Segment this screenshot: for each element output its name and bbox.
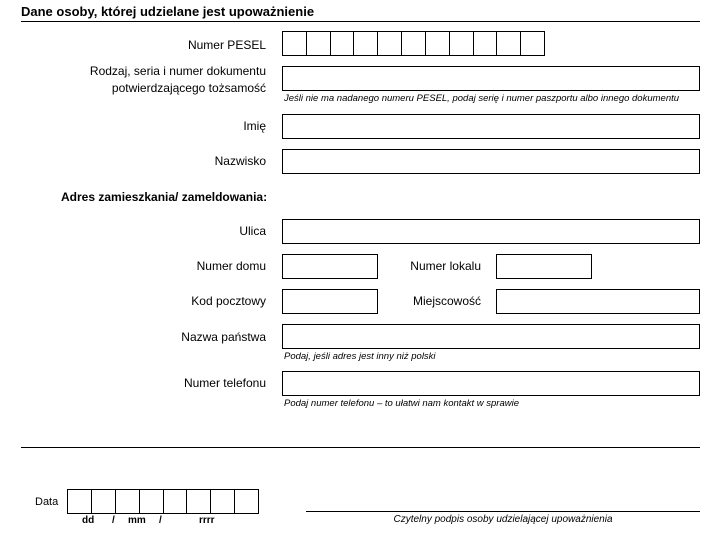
date-label: Data — [35, 496, 59, 508]
city-input[interactable] — [496, 289, 700, 314]
pesel-cell[interactable] — [307, 32, 331, 55]
city-label: Miejscowość — [412, 294, 481, 308]
pesel-cell[interactable] — [450, 32, 474, 55]
last-name-label: Nazwisko — [214, 154, 266, 168]
apartment-number-input[interactable] — [496, 254, 592, 279]
date-mm-label: mm — [128, 515, 146, 526]
house-number-input[interactable] — [282, 254, 378, 279]
signature-line[interactable] — [306, 511, 700, 512]
pesel-cell[interactable] — [331, 32, 355, 55]
date-cell[interactable] — [116, 490, 140, 513]
date-cell[interactable] — [211, 490, 235, 513]
pesel-cell[interactable] — [426, 32, 450, 55]
date-slash-1: / — [112, 515, 115, 526]
apartment-number-label: Numer lokalu — [410, 259, 481, 273]
pesel-input[interactable] — [282, 31, 545, 56]
first-name-input[interactable] — [282, 114, 700, 139]
document-hint: Jeśli nie ma nadanego numeru PESEL, podaj serię i numer paszportu albo innego dokumentu — [284, 93, 680, 104]
phone-label: Numer telefonu — [183, 376, 266, 390]
date-slash-2: / — [159, 515, 162, 526]
country-input[interactable] — [282, 324, 700, 349]
date-dd-label: dd — [82, 515, 95, 526]
last-name-input[interactable] — [282, 149, 700, 174]
pesel-cell[interactable] — [283, 32, 307, 55]
signature-caption: Czytelny podpis osoby udzielającej upoważnienia — [393, 514, 613, 525]
country-label: Nazwa państwa — [181, 330, 266, 344]
date-cell[interactable] — [92, 490, 116, 513]
street-label: Ulica — [239, 224, 266, 238]
pesel-cell[interactable] — [378, 32, 402, 55]
house-number-label: Numer domu — [196, 259, 266, 273]
street-input[interactable] — [282, 219, 700, 244]
date-cell[interactable] — [68, 490, 92, 513]
first-name-label: Imię — [243, 119, 266, 133]
postal-code-label: Kod pocztowy — [191, 294, 266, 308]
pesel-cell[interactable] — [497, 32, 521, 55]
phone-hint: Podaj numer telefonu – to ułatwi nam kontakt w sprawie — [284, 398, 519, 409]
pesel-cell[interactable] — [402, 32, 426, 55]
date-yyyy-label: rrrr — [199, 515, 215, 526]
pesel-cell[interactable] — [521, 32, 545, 55]
top-divider — [21, 21, 700, 22]
postal-code-input[interactable] — [282, 289, 378, 314]
document-input[interactable] — [282, 66, 700, 91]
document-label-line1: Rodzaj, seria i numer dokumentu — [89, 64, 266, 78]
pesel-label: Numer PESEL — [187, 38, 266, 52]
bottom-divider — [21, 447, 700, 448]
date-cell[interactable] — [140, 490, 164, 513]
address-heading: Adres zamieszkania/ zameldowania: — [61, 190, 268, 204]
pesel-cell[interactable] — [354, 32, 378, 55]
date-input[interactable] — [67, 489, 259, 514]
date-cell[interactable] — [187, 490, 211, 513]
document-label-line2: potwierdzającego tożsamość — [111, 81, 266, 95]
pesel-cell[interactable] — [474, 32, 498, 55]
section-title: Dane osoby, której udzielane jest upoważnienie — [21, 4, 315, 19]
date-cell[interactable] — [164, 490, 188, 513]
phone-input[interactable] — [282, 371, 700, 396]
date-cell[interactable] — [235, 490, 259, 513]
country-hint: Podaj, jeśli adres jest inny niż polski — [284, 351, 436, 362]
